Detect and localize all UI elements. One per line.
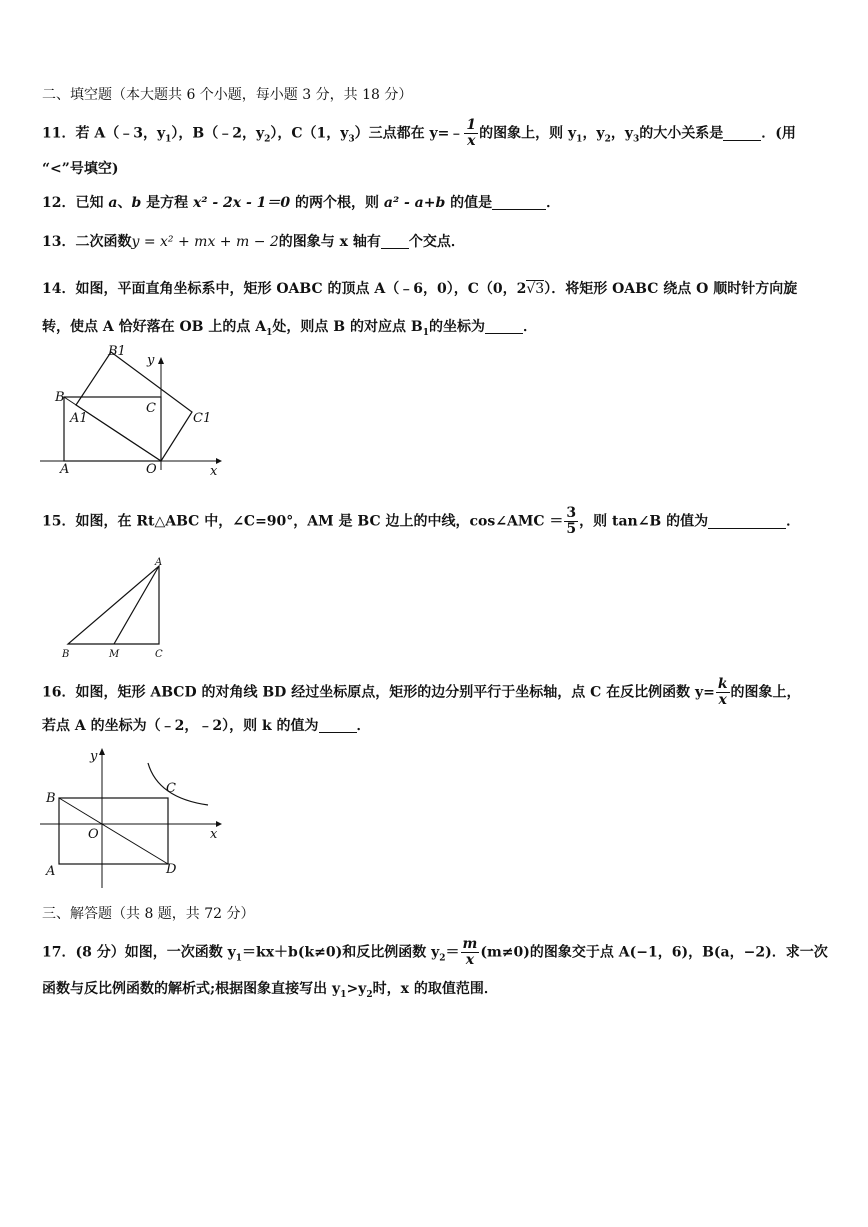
figure-q15 [60,556,180,666]
sqrt: √3 [526,281,545,297]
hyperbola-curve [148,763,208,805]
answer-blank[interactable] [485,319,523,334]
rotated-rectangle [76,352,192,461]
label-m: M [109,649,120,660]
label-a: A [46,864,56,879]
answer-blank[interactable] [319,718,357,733]
fraction: $\frac{3}{5}$ [566,505,577,537]
question-13: 13．二次函数y = x² + mx + m − 2的图象与 x 轴有 个交点． [42,234,465,250]
label-a: A [60,462,70,477]
label-a: A [155,557,163,568]
label-b: B [62,649,70,660]
question-11-line2: “<”号填空) [42,161,119,177]
triangle-abc [68,566,159,644]
label-c: C [166,781,176,796]
answer-blank[interactable] [381,234,409,249]
label-c: C [155,649,163,660]
fraction: $\frac{m}{x}$ [462,936,478,968]
diagonal-bd [59,798,168,864]
question-15: 15．如图，在 Rt△ABC 中，∠C=90°，AM 是 BC 边上的中线，cos∠AMC ＝ $\frac{3}{5}$ ，则 tan∠B 的值为 ． [42,505,801,537]
answer-blank[interactable] [723,126,761,141]
label-a1: A1 [70,411,88,426]
label-c1: C1 [193,411,212,426]
label-o: O [146,462,157,477]
question-17-line2: 函数与反比例函数的解析式;根据图象直接写出 $y_1>y_2$时，x 的取值范围． [42,981,498,1000]
fraction: $\frac{k}{x}$ [717,676,728,708]
question-14-line2: 转，使点 A 恰好落在 OB 上的点 $A_1$处，则点 B 的对应点 $B_1$的坐标为 ． [42,319,537,338]
question-11: 11．若 A（﹣3，$y_1$），B（﹣2，$y_2$），C（1，$y_3$）三点都在 y=﹣ $\frac{1}{x}$ 的图象上，则 $y_1$，$y_2$，$y_3$的大小关系是 ．(用 [42,117,796,149]
label-b: B [55,390,65,405]
answer-blank[interactable] [708,514,786,529]
fraction: $\frac{1}{x}$ [466,117,477,149]
label-b: B [46,791,56,806]
label-o: O [88,827,99,842]
label-x: x [210,464,218,479]
question-16-line2: 若点 A 的坐标为（﹣2，﹣2），则 k 的值为 ． [42,718,371,734]
label-c: C [146,401,156,416]
median-am [114,566,159,644]
question-14: 14．如图，平面直角坐标系中，矩形 OABC 的顶点 A（﹣6，0），C（0，2√3）．将矩形 OABC 绕点 O 顺时针方向旋 [42,281,798,297]
figure-q14 [40,340,230,480]
question-16: 16．如图，矩形 ABCD 的对角线 BD 经过坐标原点，矩形的边分别平行于坐标轴，点 C 在反比例函数 y= $\frac{k}{x}$ 的图象上， [42,676,801,708]
section-title: 三、解答题（共 8 题，共 72 分） [42,906,255,922]
answer-blank[interactable] [492,195,546,210]
label-d: D [166,862,177,877]
section-title: 二、填空题（本大题共 6 个小题，每小题 3 分，共 18 分） [42,87,413,103]
label-x: x [210,827,218,842]
label-b1: B1 [108,344,126,359]
question-12: 12．已知 a、b 是方程 x² - 2x - 1＝0 的两个根，则 a² - a+b 的值是 ． [42,195,561,211]
label-y: y [147,353,155,368]
figure-q16 [40,748,230,893]
label-y: y [90,749,98,764]
question-17: 17．(8 分）如图，一次函数 $y_1=kx+b(k\ne 0)$和反比例函数 $y_2=$ $\frac{m}{x}$ (m≠0)的图象交于点 A(−1，6)，B(a，−2)．求一次 [42,936,828,968]
